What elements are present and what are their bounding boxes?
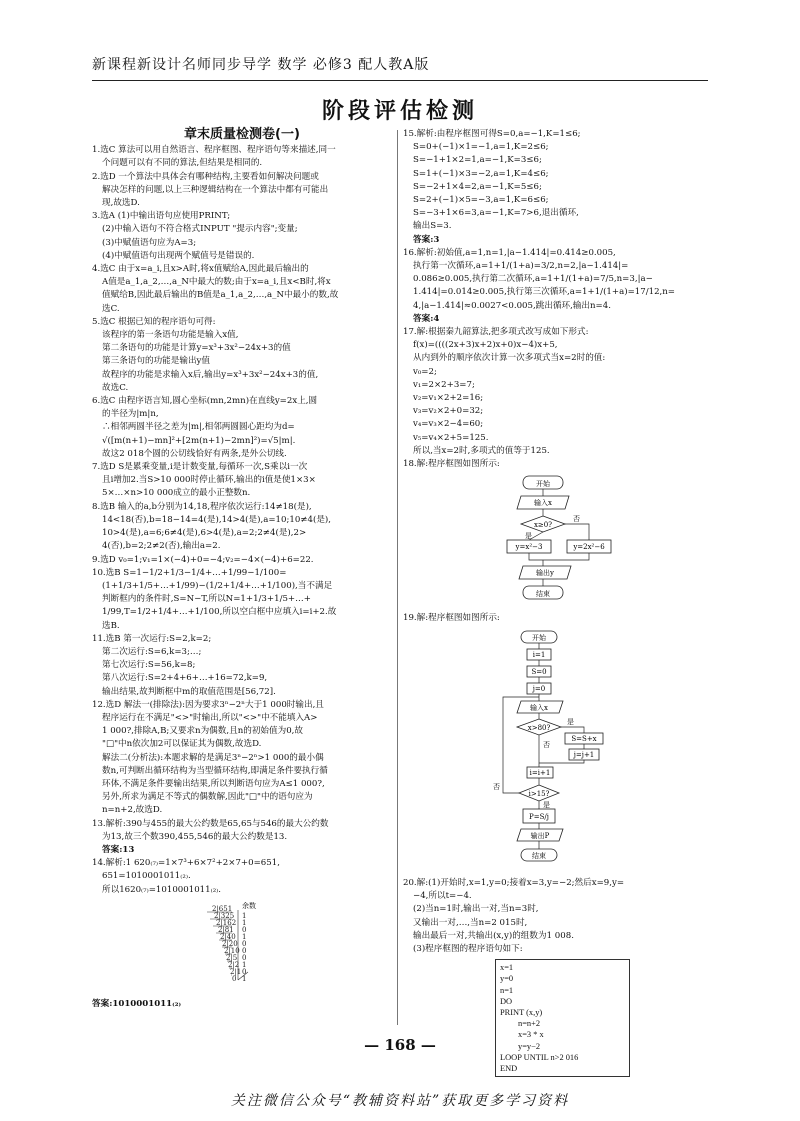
flow19-j-init: j=0 — [532, 684, 546, 693]
text-line: 第八次运行:S=2+4+6+…+16=72,k=9, — [102, 673, 268, 684]
text-line: 7.选D S是累乘变量,i是计数变量,每循环一次,S乘以i一次 — [92, 462, 308, 473]
flowchart-19 — [403, 629, 706, 874]
svg-text:0: 0 — [242, 925, 247, 934]
text-line: 4,|a−1.414|≈0.0027<0.005,跳出循环,输出n=4. — [413, 300, 611, 311]
text-line: 9.选D v₀=1;v₁=1×(−4)+0=−4;v₂=−4×(−4)+6=22. — [92, 554, 314, 565]
text-line: 1.414|=0.014≥0.005,执行第三次循环,a=1+1/(1+a)=17/12,n= — [413, 287, 676, 298]
flow19-yes: 是 — [567, 717, 574, 726]
answer-14: 答案:1010001011₍₂₎ — [92, 998, 182, 1009]
flow19-end: 结束 — [532, 851, 546, 860]
text-line: 1/99,T=1/2+1/4+…+1/100,所以空白框中应填入i=i+2.故 — [102, 607, 337, 618]
text-line: 选C. — [102, 303, 120, 314]
text-line: 又输出一对,…,当n=2 015时, — [413, 917, 528, 928]
text-line: (3)程序框图的程序语句如下: — [413, 943, 523, 954]
right-answers-a — [403, 128, 706, 471]
flow18-left-box: y=x²−3 — [515, 543, 543, 552]
text-line: 5.选C 根据已知的程序语句可得: — [92, 316, 216, 327]
flow19-no: 否 — [543, 740, 550, 749]
text-line: 13.解析:390与455的最大公约数是65,65与546的最大公约数 — [92, 818, 329, 829]
flow18-end: 结束 — [536, 590, 550, 599]
text-line: n=n+2,故选D. — [102, 805, 163, 816]
code-line: PRINT (x,y) — [500, 1007, 543, 1017]
text-line: v₁=2×2+3=7; — [413, 379, 475, 390]
text-line: 0.086≥0.005,执行第二次循环,a=1+1/(1+a)=7/5,n=3,|a− — [413, 274, 653, 285]
flow18-output: 输出y — [536, 569, 554, 578]
text-line: 10.选B S=1−1/2+1/3−1/4+…+1/99−1/100= — [92, 567, 287, 578]
flow18-input: 输入x — [534, 499, 552, 508]
text-line: 第七次运行:S=56,k=8; — [102, 660, 196, 671]
text-line: 15.解析:由程序框图可得S=0,a=−1,K=1≤6; — [403, 129, 581, 139]
code-line: x=3 * x — [518, 1030, 544, 1040]
text-line: 故这2 018个圆的公切线恰好有两条,是外公切线. — [102, 448, 287, 459]
text-line: 为13,故三个数390,455,546的最大公约数是13. — [102, 831, 288, 842]
svg-text:2|651: 2|651 — [212, 904, 233, 913]
text-line: 第二条语句的功能是计算y=x³+3x²−24x+3的值 — [102, 343, 291, 354]
svg-text:2|10: 2|10 — [224, 946, 240, 955]
text-line: 故选C. — [102, 382, 129, 393]
text-line: 6.选C 由程序语言知,圆心坐标(mn,2mn)在直线y=2x上,圆 — [92, 396, 318, 407]
flow18-yes: 是 — [525, 532, 532, 541]
text-line: v₂=v₁×2+2=16; — [413, 393, 484, 404]
svg-text:1: 1 — [242, 974, 247, 983]
text-line: 程序运行在不满足"<>"时输出,所以"<>"中不能填入A> — [102, 712, 318, 723]
flow19-count: j=j+1 — [573, 750, 595, 759]
text-line: (4)中赋值语句出现两个赋值号是错误的. — [102, 250, 255, 261]
text-line: 所以,当x=2时,多项式的值等于125. — [413, 445, 550, 456]
svg-text:2|20: 2|20 — [222, 939, 238, 948]
text-line: v₅=v₄×2+5=125. — [413, 432, 489, 443]
left-answers — [92, 144, 392, 897]
text-line: 14<18(否),b=18−14=4(是),14>4(是),a=10;10≠4(是), — [102, 514, 331, 525]
text-line: 11.选B 第一次运行:S=2,k=2; — [92, 633, 212, 644]
text-line: v₄=v₃×2−4=60; — [413, 419, 484, 430]
text-line: S=2+(−1)×5=−3,a=1,K=6≤6; — [413, 195, 549, 206]
division-figure — [92, 900, 392, 995]
flow19-output: 输出P — [530, 831, 550, 840]
flow19-yes-2: 是 — [543, 800, 550, 809]
text-line: 3.选A (1)中输出语句应使用PRINT; — [92, 211, 231, 222]
text-line: 解决怎样的问题,以上三种逻辑结构在一个算法中都有可能出 — [102, 184, 329, 195]
text-line: 数n,可判断出循环结构为当型循环结构,即满足条件要执行循 — [102, 765, 328, 776]
text-line: (3)中赋值语句应为A=3; — [102, 237, 197, 248]
text-line: (1+1/3+1/5+…+1/99)−(1/2+1/4+…+1/100),当不满足 — [102, 580, 333, 591]
footer-note: 关注微信公众号“教辅资料站”获取更多学习资料 — [230, 1093, 570, 1109]
column-divider — [397, 130, 398, 1025]
flow19-i-init: i=1 — [532, 650, 546, 659]
svg-text:1: 1 — [242, 911, 247, 920]
text-line: 1.选C 算法可以用自然语言、程序框图、程序语句等来描述,同一 — [92, 145, 336, 156]
text-line: 环体,不满足条件要输出结果,所以判断语句应为A≤1 000?, — [102, 778, 325, 789]
svg-text:2|325: 2|325 — [214, 911, 235, 920]
flow18-condition: x≥0? — [533, 521, 553, 530]
text-line: 选B. — [102, 620, 120, 631]
left-column — [92, 128, 392, 1011]
text-line: 18.解:程序框图如图所示: — [403, 459, 500, 470]
text-line: 651=1010001011₍₂₎. — [102, 871, 191, 882]
text-line: A值是a_1,a_2,…,a_N中最大的数;由于x=a_i,且x<B时,将x — [102, 277, 331, 288]
svg-text:2|40: 2|40 — [220, 932, 236, 941]
svg-text:0: 0 — [242, 967, 247, 976]
flow18-no: 否 — [573, 515, 580, 524]
text-line: 4(否),b=2;2≠2(否),输出a=2. — [102, 541, 221, 552]
svg-text:0: 0 — [242, 946, 247, 955]
code-line: n=n+2 — [518, 1019, 541, 1029]
page-title: 阶段评估检测 — [321, 99, 478, 124]
svg-text:1: 1 — [242, 918, 247, 927]
code-line: LOOP UNTIL n>2 016 — [500, 1052, 579, 1062]
flow19-condition-2: i>15? — [528, 789, 550, 798]
text-line: 值赋给B,因此最后输出的B值是a_1,a_2,…,a_N中最小的数,故 — [102, 290, 339, 301]
text-line: 且i增加2.当S>10 000时停止循环,输出的i值是使1×3× — [102, 475, 316, 486]
text-line: 4.选C 由于x=a_i,且x>A时,将x值赋给A,因此最后输出的 — [92, 264, 309, 275]
svg-text:1: 1 — [242, 932, 247, 941]
svg-text:2|81: 2|81 — [218, 925, 234, 934]
text-line: v₀=2; — [413, 366, 437, 377]
svg-text:0: 0 — [242, 953, 247, 962]
text-line: f(x)=((((2x+3)x+2)x+0)x−4)x+5, — [413, 340, 558, 351]
text-line: 个问题可以有不同的算法,但结果是相同的. — [102, 158, 263, 169]
text-line: 输出S=3. — [413, 221, 452, 232]
text-line: 所以1620₍₇₎=1010001011₍₂₎. — [102, 884, 221, 895]
text-line: 1 000?,排除A,B;又要求n为偶数,且n的初始值为0,故 — [102, 726, 303, 737]
text-line: 20.解:(1)开始时,x=1,y=0;接着x=3,y=−2;然后x=9,y= — [403, 877, 625, 888]
text-line: ∴相邻两圆半径之差为|m|,相邻两圆圆心距均为d= — [102, 422, 295, 433]
text-line: 12.选D 解法一(排除法):因为要求3ⁿ−2ⁿ大于1 000时输出,且 — [92, 699, 324, 710]
flow18-start: 开始 — [536, 480, 550, 489]
code-line: n=1 — [500, 985, 514, 995]
page-number: — 168 — — [364, 1036, 436, 1054]
text-line: 14.解析:1 620₍₇₎=1×7³+6×7²+2×7+0=651, — [92, 858, 280, 869]
svg-text:1: 1 — [242, 960, 247, 969]
right-column — [403, 128, 706, 1077]
text-line: (2)当n=1时,输出一对,当n=3时, — [413, 904, 539, 915]
header-rule — [92, 80, 708, 81]
text-line: 答案:13 — [102, 844, 135, 855]
right-answers-b — [403, 877, 706, 956]
text-line: 执行第一次循环,a=1+1/(1+a)=3/2,n=2,|a−1.414|= — [413, 261, 629, 272]
code-line: y=0 — [500, 974, 514, 984]
text-line: 第三条语句的功能是输出y值 — [102, 356, 210, 367]
svg-text:0: 0 — [242, 939, 247, 948]
text-line: 5×…×n>10 000成立的最小正整数n. — [102, 488, 251, 499]
flow19-input: 输入x — [530, 703, 548, 712]
text-line: 答案:3 — [413, 234, 440, 245]
program-code-box — [495, 959, 630, 1077]
text-line: 答案:4 — [413, 313, 440, 324]
text-line: S=−2+1×4=2,a=−1,K=5≤6; — [413, 181, 542, 192]
svg-text:2|1: 2|1 — [230, 967, 242, 976]
text-line: √([m(n+1)−mn]²+[2m(n+1)−2mn]²)=√5|m|. — [102, 435, 296, 446]
text-line: 2.选D 一个算法中具体会有哪种结构,主要看如何解决问题或 — [92, 171, 319, 182]
text-line: 故程序的功能是求输入x后,输出y=x³+3x²−24x+3的值, — [102, 369, 319, 380]
section-title: 章末质量检测卷(一) — [184, 127, 300, 142]
text-line: S=−3+1×6=3,a=−1,K=7>6,退出循环, — [413, 208, 579, 219]
text-line: 17.解:根据秦九韶算法,把多项式改写成如下形式: — [403, 327, 589, 338]
code-line: x=1 — [500, 963, 514, 973]
flowchart-18 — [403, 474, 706, 609]
text-line: S=1+(−1)×3=−2,a=1,K=4≤6; — [413, 168, 549, 179]
running-header: 新课程新设计名师同步导学 数学 必修3 配人教A版 — [92, 57, 430, 73]
text-line: 输出最后一对,共输出(x,y)的组数为1 008. — [413, 930, 574, 941]
svg-text:2|162: 2|162 — [216, 918, 237, 927]
text-line: S=0+(−1)×1=−1,a=1,K=2≤6; — [413, 142, 549, 153]
flow19-sum: S=S+x — [571, 734, 597, 743]
flow18-right-box: y=2x²−6 — [573, 543, 605, 552]
text-line: 10>4(是),a=6;6≠4(是),6>4(是),a=2;2≠4(是),2> — [102, 528, 307, 539]
text-line: S=−1+1×2=1,a=−1,K=3≤6; — [413, 155, 542, 166]
text-line: 输出结果,故判断框中m的取值范围是[56,72]. — [102, 686, 276, 697]
text-line: 第二次运行:S=6,k=3;…; — [102, 646, 202, 657]
remainder-label: 余数 — [242, 901, 256, 910]
text-line: 的半径为|m|n, — [102, 409, 159, 420]
text-line: 8.选B 输入的a,b分别为14,18,程序依次运行:14≠18(是), — [92, 501, 312, 512]
text-line: 从内到外的顺序依次计算一次多项式当x=2时的值: — [413, 353, 606, 364]
text-line: 16.解析:初始值,a=1,n=1,|a−1.414|=0.414≥0.005, — [403, 247, 616, 258]
text-line: (2)中输入语句不符合格式INPUT "提示内容";变量; — [102, 224, 298, 235]
flow19-no-2: 否 — [493, 782, 500, 791]
svg-text:2|2: 2|2 — [228, 960, 240, 969]
flow19-s-init: S=0 — [531, 667, 547, 676]
text-line: 判断框内的条件时,S=N−T,所以N=1+1/3+1/5+…+ — [102, 594, 311, 605]
code-line: DO — [500, 996, 513, 1006]
svg-text:0: 0 — [232, 974, 237, 983]
text-line: −4,所以t=−4. — [413, 891, 472, 902]
flow19-condition-1: x>80? — [527, 723, 551, 732]
flow19-start: 开始 — [532, 633, 546, 642]
flow19-average: P=S/j — [529, 812, 549, 821]
text-line: 现,故选D. — [102, 198, 140, 209]
text-line: 该程序的第一条语句功能是输入x值, — [102, 330, 239, 341]
answer-19-line: 19.解:程序框图如图所示: — [403, 613, 500, 624]
svg-text:2|5: 2|5 — [226, 953, 238, 962]
flow19-increment: i=i+1 — [529, 768, 551, 777]
text-line: v₃=v₂×2+0=32; — [413, 406, 484, 417]
code-line: y=y−2 — [518, 1041, 541, 1051]
text-line: 另外,所求为满足不等式的偶数解,因此"□"中的语句应为 — [102, 792, 313, 803]
text-line: "□"中n依次加2可以保证其为偶数,故选D. — [102, 739, 262, 750]
code-line: END — [500, 1063, 518, 1073]
text-line: 解法二(分析法):本题求解的是满足3ⁿ−2ⁿ>1 000的最小偶 — [102, 752, 324, 763]
